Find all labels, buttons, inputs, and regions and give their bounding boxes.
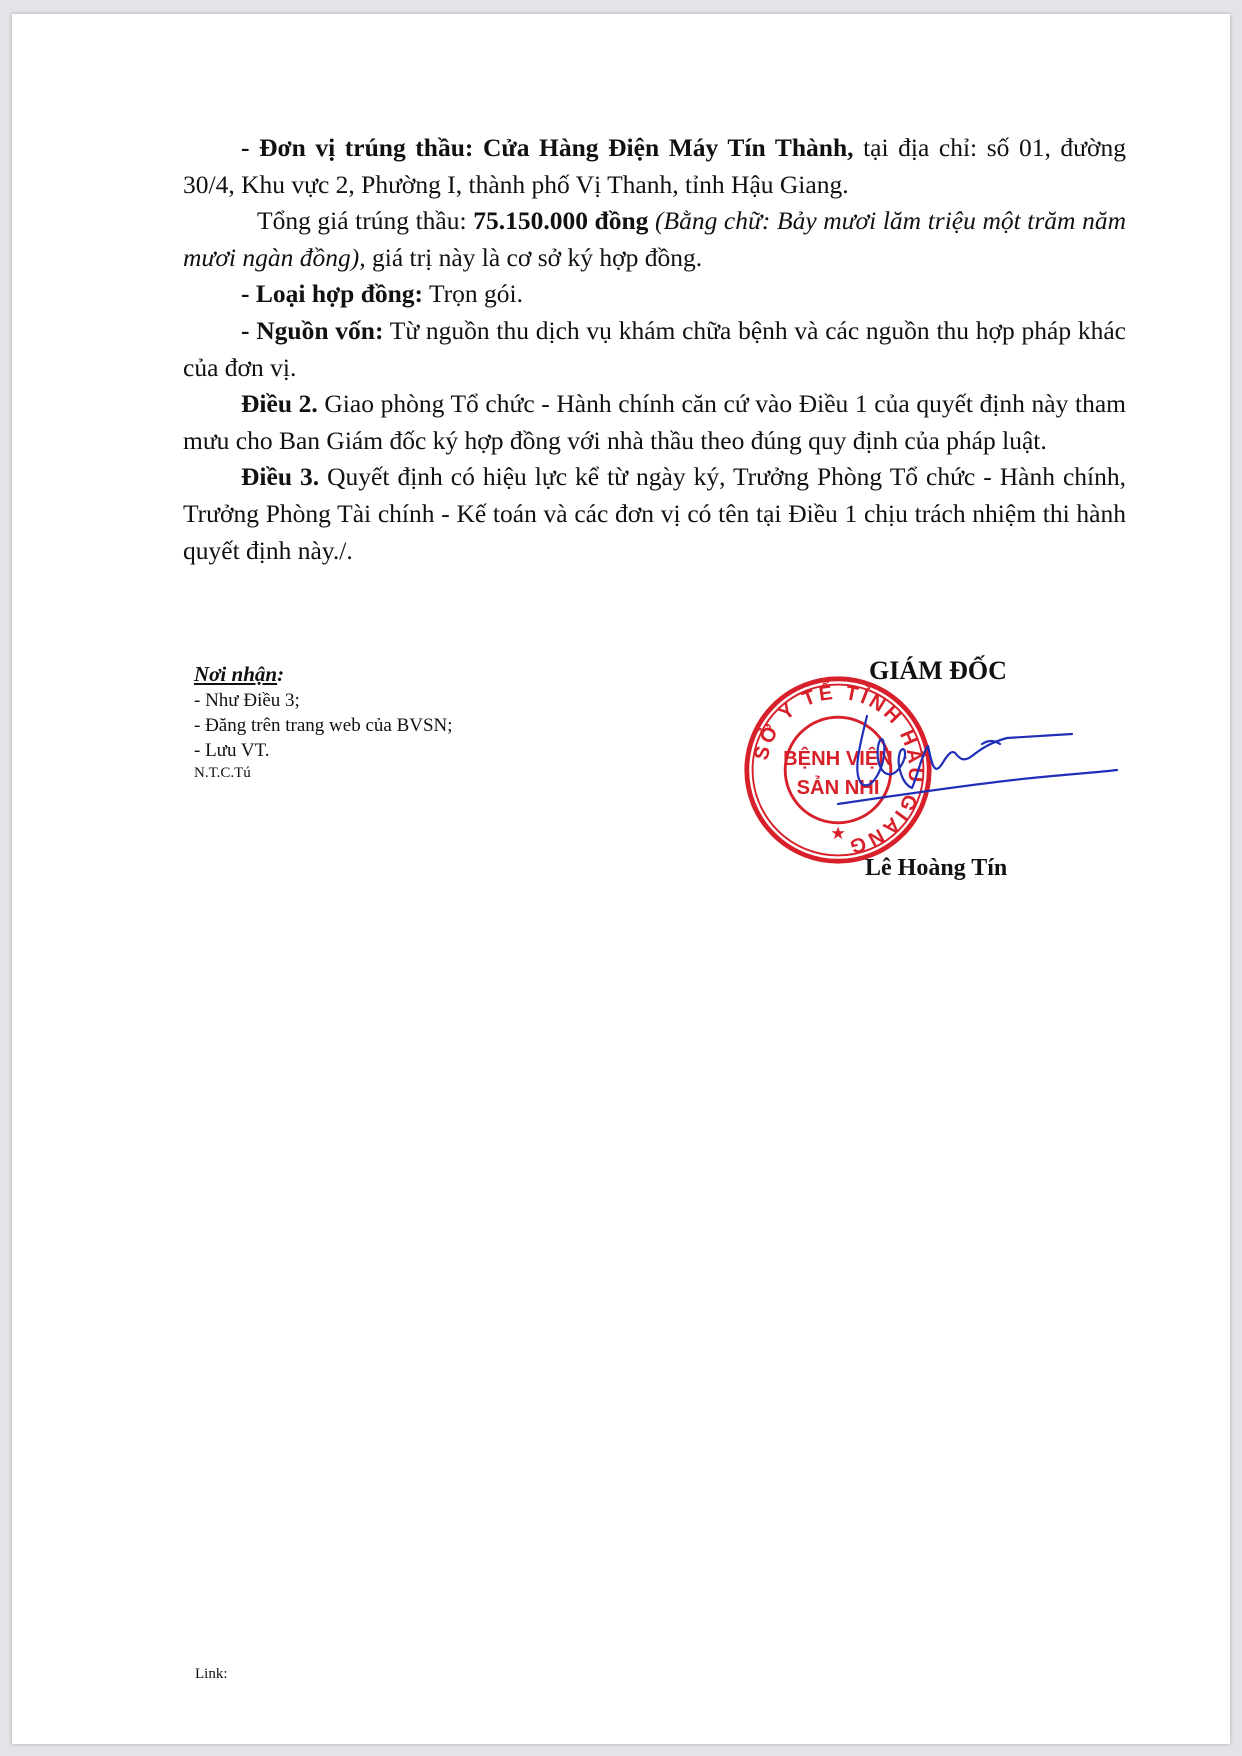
signer-role: GIÁM ĐỐC — [869, 656, 1007, 685]
contractor-paragraph — [183, 130, 1126, 203]
recipients-block — [194, 660, 453, 783]
funding-paragraph — [183, 313, 1126, 386]
stamp-star-icon: ★ — [830, 824, 846, 844]
contract-type-label: - Loại hợp đồng: — [241, 279, 424, 309]
stamp-ring-text: SỞ Y TẾ TỈNH HẬU GIANG — [750, 681, 927, 858]
contractor-address: tại địa chỉ: số 01, đường 30/4, Khu vực 2, Phường I, thành phố Vị Thanh, tỉnh Hậu Giang. — [183, 133, 1126, 199]
total-price-value: 75.150.000 đồng — [473, 206, 649, 236]
article-3-paragraph — [183, 459, 1126, 569]
decision-body — [183, 130, 1126, 569]
article-2-label: Điều 2. — [241, 389, 318, 419]
recipient-item: - Đăng trên trang web của BVSN; — [194, 715, 453, 736]
signer-name: Lê Hoàng Tín — [865, 855, 1008, 881]
link-label: Link: — [195, 1666, 228, 1682]
stamp-center-line-1: BỆNH VIỆN — [783, 748, 893, 771]
recipients-title — [194, 660, 453, 688]
recipient-item: - Lưu VT. — [194, 740, 270, 761]
document-page — [12, 14, 1230, 1744]
article-3-text: Quyết định có hiệu lực kể từ ngày ký, Trưởng Phòng Tổ chức - Hành chính, Trưởng Phòng Tài chính - Kế toán và các đơn vị có tên tại Điều 1 chịu trách nhiệm thi hành quyết định này./. — [183, 462, 1127, 565]
recipient-item: - Như Điều 3; — [194, 690, 300, 711]
total-price-label: Tổng giá trúng thầu: — [257, 206, 474, 236]
article-3-label: Điều 3. — [241, 462, 320, 492]
total-price-paragraph — [183, 203, 1126, 276]
article-2-text: Giao phòng Tổ chức - Hành chính căn cứ vào Điều 1 của quyết định này tham mưu cho Ban Giám đốc ký hợp đồng với nhà thầu theo đúng quy định của pháp luật. — [183, 389, 1126, 455]
recipients-title-colon: : — [277, 662, 285, 686]
contract-type-paragraph — [183, 276, 1126, 313]
funding-value: Từ nguồn thu dịch vụ khám chữa bệnh và các nguồn thu hợp pháp khác của đơn vị. — [183, 315, 1126, 382]
contractor-label: - Đơn vị trúng thầu: Cửa Hàng Điện Máy Tín Thành, — [241, 133, 854, 162]
article-2-paragraph — [183, 386, 1126, 459]
contract-type-value: Trọn gói. — [423, 279, 523, 309]
total-price-words: (Bằng chữ: Bảy mươi lăm triệu một trăm năm mươi ngàn đồng), — [183, 206, 1126, 272]
recipients-title-text: Nơi nhận — [194, 662, 278, 686]
funding-label: - Nguồn vốn: — [241, 315, 384, 345]
drafter-initials: N.T.C.Tú — [194, 765, 251, 781]
stamp-center-line-2: SẢN NHI — [796, 777, 880, 799]
handwritten-signature — [832, 704, 1122, 814]
total-price-tail: giá trị này là cơ sở ký hợp đồng. — [365, 242, 703, 272]
